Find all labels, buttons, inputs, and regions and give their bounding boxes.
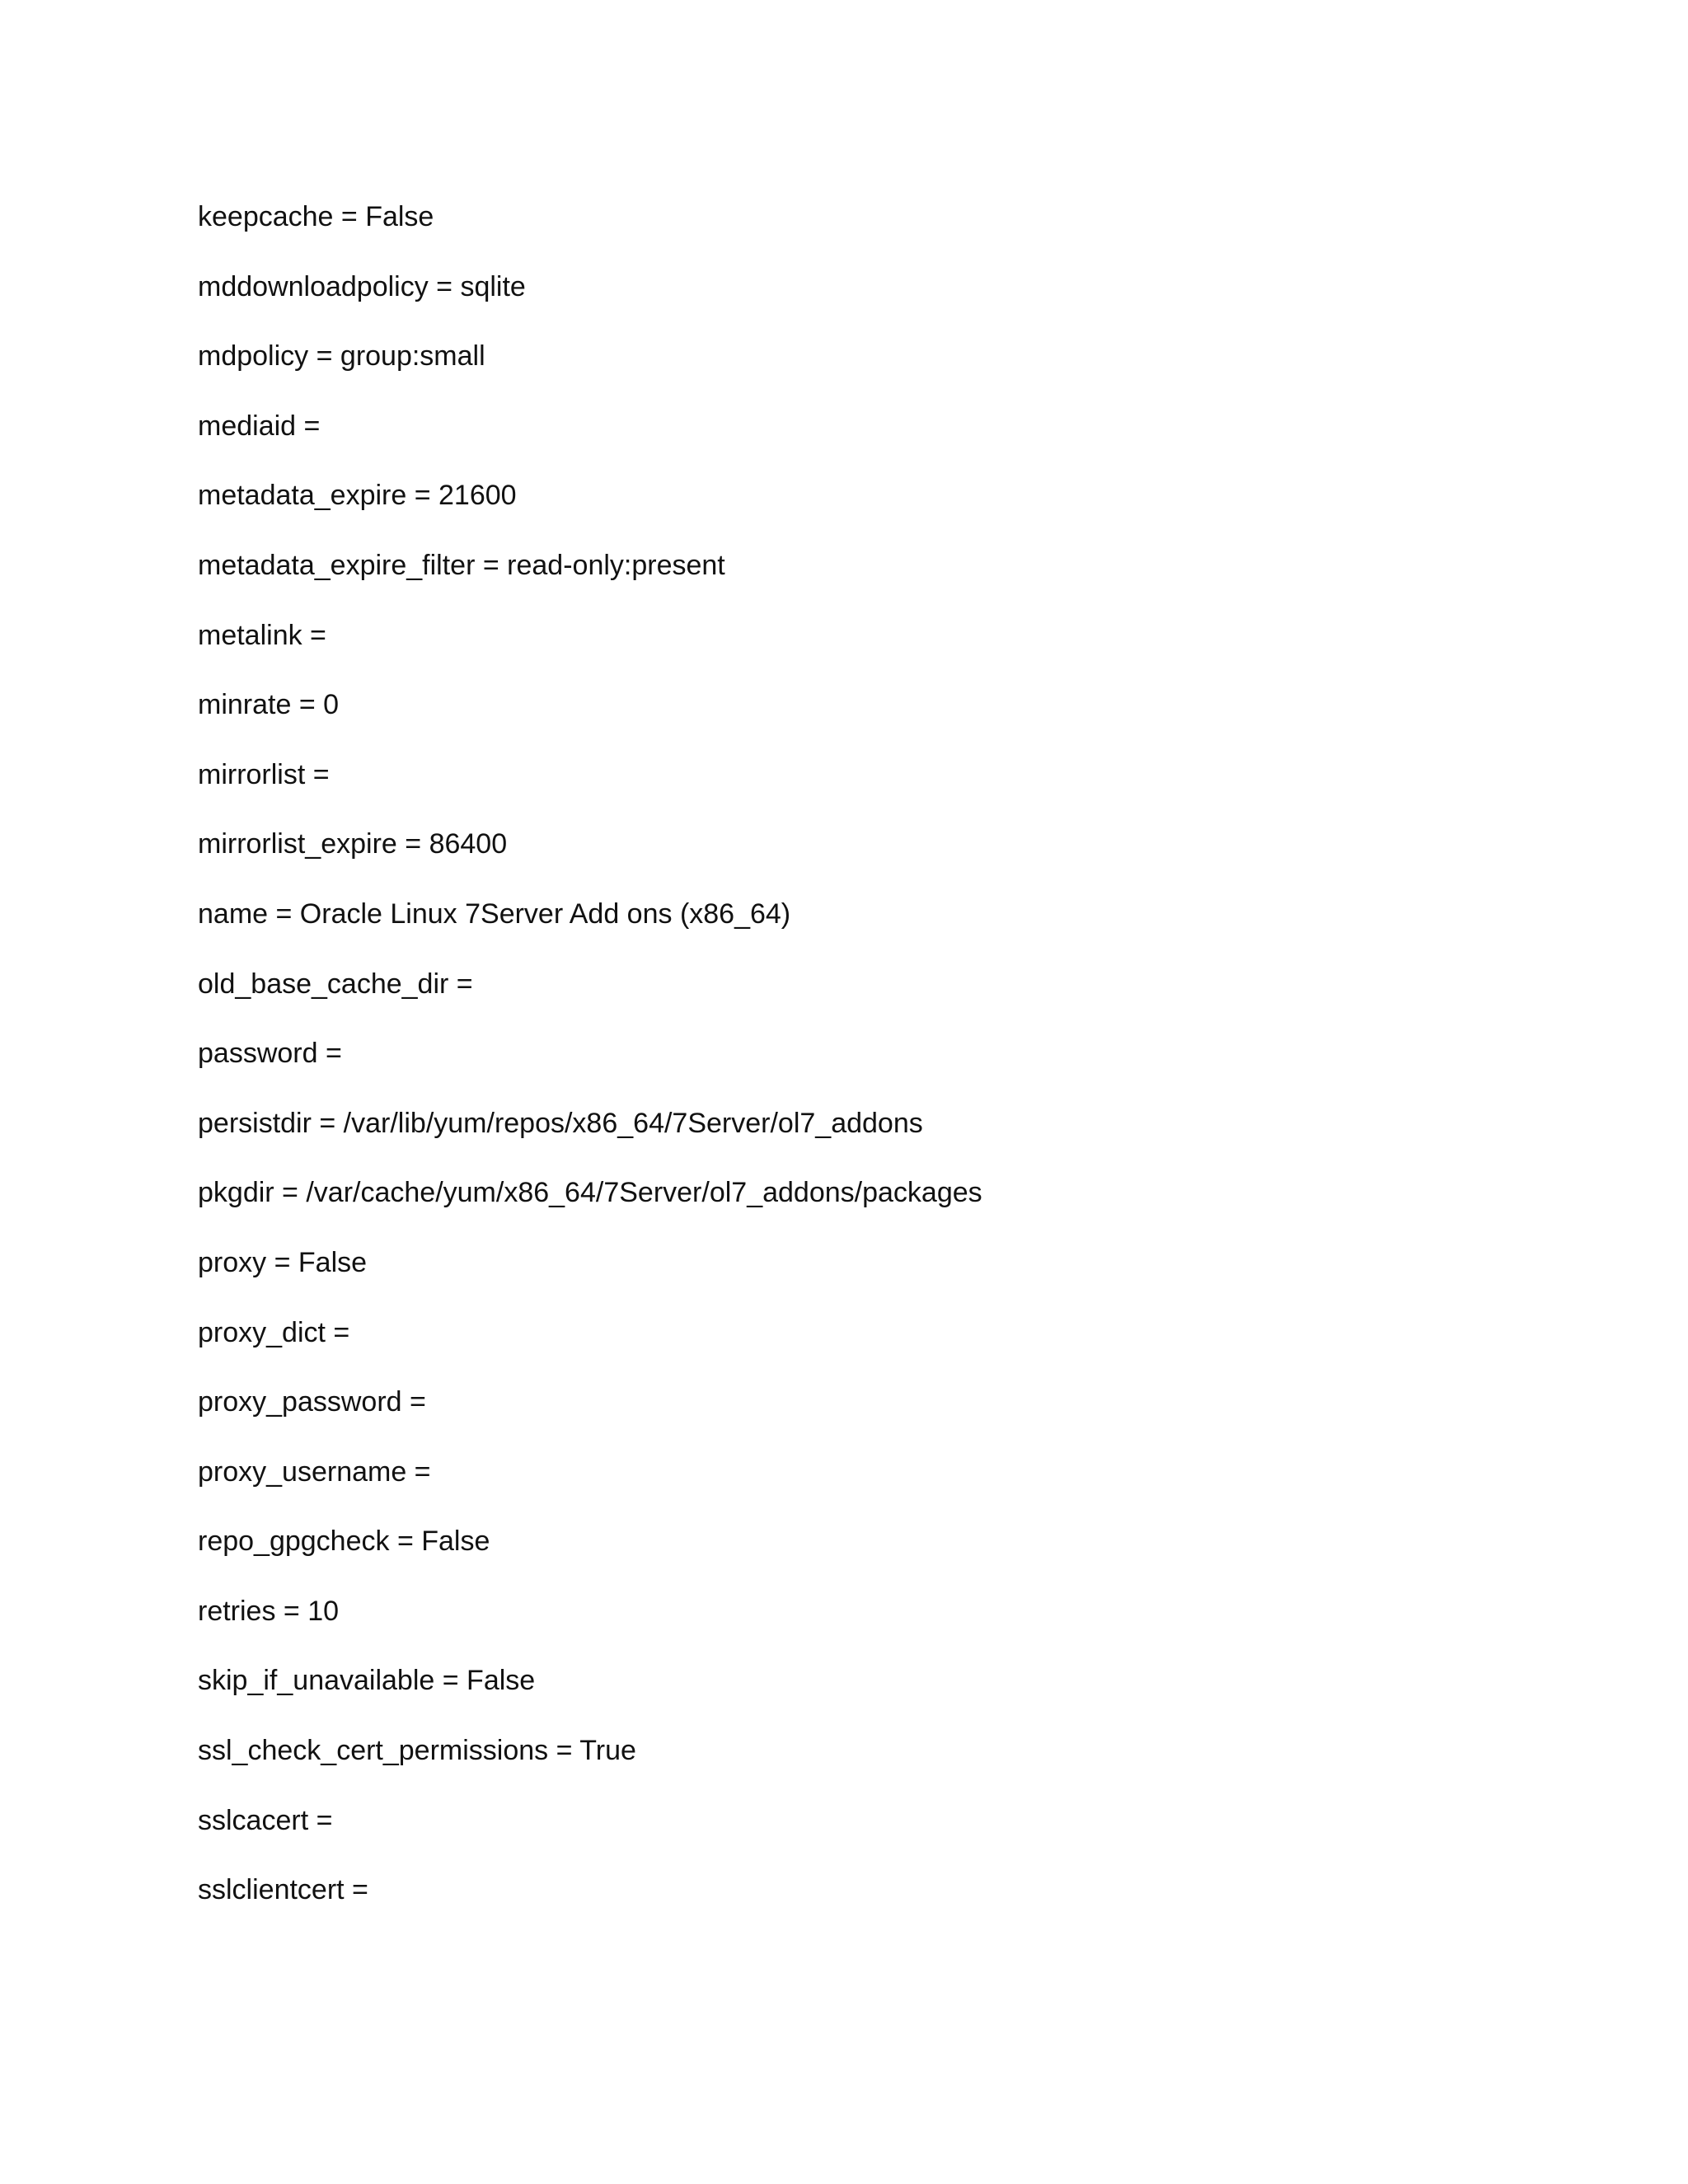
config-line-keepcache: keepcache = False: [198, 201, 434, 232]
config-line-pkgdir: pkgdir = /var/cache/yum/x86_64/7Server/ol7_addons/packages: [198, 1177, 982, 1209]
config-line-proxy-password: proxy_password =: [198, 1386, 426, 1418]
config-line-password: password =: [198, 1038, 342, 1070]
config-line-mirrorlist-expire: mirrorlist_expire = 86400: [198, 828, 508, 860]
config-line-minrate: minrate = 0: [198, 689, 340, 721]
config-line-name: name = Oracle Linux 7Server Add ons (x86_64): [198, 898, 791, 930]
config-line-metalink: metalink =: [198, 619, 326, 651]
config-line-ssl-check-cert-permissions: ssl_check_cert_permissions = True: [198, 1735, 636, 1767]
config-line-skip-if-unavailable: skip_if_unavailable = False: [198, 1665, 536, 1697]
config-line-persistdir: persistdir = /var/lib/yum/repos/x86_64/7Server/ol7_addons: [198, 1107, 923, 1139]
config-line-mddownloadpolicy: mddownloadpolicy = sqlite: [198, 270, 526, 302]
config-line-metadata-expire-filter: metadata_expire_filter = read-only:present: [198, 549, 725, 581]
config-line-mediaid: mediaid =: [198, 410, 321, 442]
config-line-sslcacert: sslcacert =: [198, 1804, 333, 1836]
config-line-mirrorlist: mirrorlist =: [198, 758, 330, 790]
config-line-proxy: proxy = False: [198, 1246, 368, 1278]
config-line-retries: retries = 10: [198, 1595, 340, 1627]
config-line-old-base-cache-dir: old_base_cache_dir =: [198, 968, 473, 1000]
config-line-proxy-dict: proxy_dict =: [198, 1316, 350, 1348]
config-line-repo-gpgcheck: repo_gpgcheck = False: [198, 1526, 490, 1558]
config-line-proxy-username: proxy_username =: [198, 1455, 431, 1488]
config-listing: [198, 196, 982, 1939]
config-line-metadata-expire: metadata_expire = 21600: [198, 480, 517, 512]
config-line-mdpolicy: mdpolicy = group:small: [198, 340, 485, 373]
config-line-sslclientcert: sslclientcert =: [198, 1874, 368, 1906]
